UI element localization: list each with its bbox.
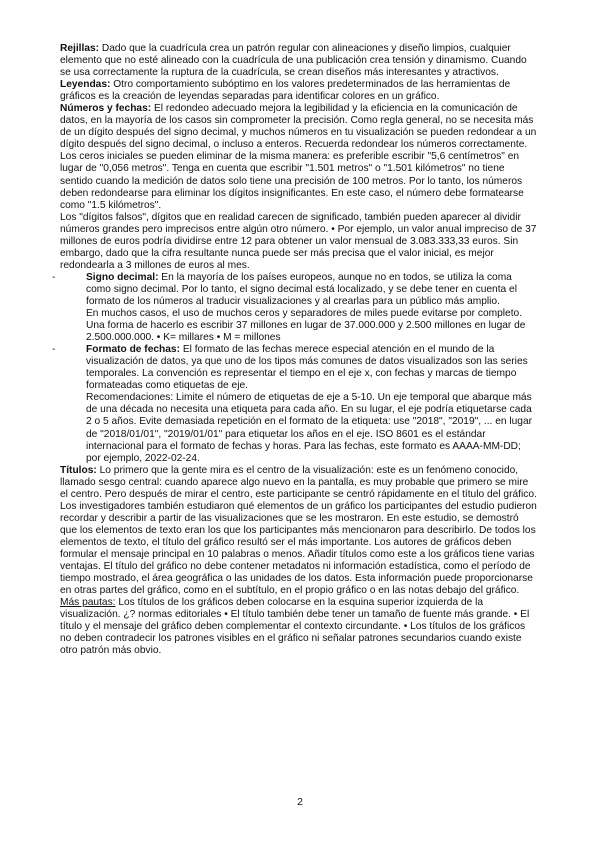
paragraph-numeros-fechas — [60, 103, 538, 151]
titulos-text: Lo primero que la gente mira es el centro de la visualización: este es un fenómeno conocido, llamado sesgo central: cuando aparece algo nuevo en la pantalla, es muy probable que primero se mire el centro. Pero después de mirar el centro, este participante se centró rápidamente en el título del gráfico. Los investigadores también estudiaron qué elementos de un gráfico los participantes del estudio pudieron recordar y describir a partir de las visualizaciones que se les mostraron. En este estudio, se demostró que los elementos de texto eran los que los participantes más mencionaron para describirlo. De todos los elementos de texto, el título del gráfico resultó ser el más importante. Los autores de gráficos deben formular el mensaje principal en 10 palabras o menos. Añadir títulos como este a los gráficos tiene varias ventajas. El título del gráfico no debe contener metadatos ni información estadística, como el período de tiempo mostrado, el área geográfica o las unidades de los datos. Esta información puede proporcionarse en otras partes del gráfico, como en el subtítulo, en el propio gráfico o en las notas debajo del gráfico. — [60, 464, 537, 597]
rejillas-text: Dado que la cuadrícula crea un patrón regular con alineaciones y diseño limpios, cualquier elemento que no esté alineado con la cuadrícula de una publicación crea tensión y dinamismo. Cuando se usa correctamente la ruptura de la cuadrícula, se crean diseños más interesantes y atractivos. — [60, 43, 527, 79]
page-number: 2 — [297, 796, 303, 808]
numeros-text: El redondeo adecuado mejora la legibilidad y la eficiencia en la comunicación de datos, en la mayoría de los casos sin comprometer la precisión. Como regla general, no se necesita más de un dígito después del signo decimal, y muchos números en tu visualización se pueden redondear a un dígito después del signo decimal, o incluso a enteros. Recuerda redondear los números correctamente. — [60, 103, 537, 151]
bullet-signo-decimal — [52, 271, 538, 344]
paragraph-mas-pautas — [60, 597, 538, 657]
paragraph-rejillas — [60, 43, 538, 79]
bullet-dash: - — [52, 271, 56, 283]
paragraph-ceros-iniciales: Los ceros iniciales se pueden eliminar de la misma manera: es preferible escribir "5,6 centímetros" en lugar de "0,056 metros". Tenga en cuenta que escribir "1.501 metros" o "1.501 kilómetros" no tiene sentido cuando la medición de datos solo tiene una precisión de 100 metros. Por lo tanto, los números deben redondearse para eliminar los dígitos insignificantes. En este caso, el número debe formatearse como "1.5 kilómetros". — [60, 151, 524, 211]
paragraph-digitos-falsos: Los "dígitos falsos", dígitos que en realidad carecen de significado, también pueden aparecer al dividir números grandes pero imprecisos entre algún otro número. • Por ejemplo, un valor anual impreciso de 37 millones de euros podría dividirse entre 12 para obtener un valor mensual de 3.083.333,33 euros. Sin embargo, dado que la cifra resultante nunca puede ser más precisa que el valor inicial, es mejor redondearla a 3 millones de euros al mes. — [60, 211, 537, 271]
paragraph-leyendas — [60, 79, 538, 103]
leyendas-text: Otro comportamiento subóptimo en los valores predeterminados de las herramientas de gráficos es la creación de leyendas separadas para identificar colores en un gráfico. — [60, 79, 511, 103]
bullet-dash: - — [52, 344, 56, 356]
leyendas-label: Leyendas: — [60, 79, 111, 91]
formato-fechas-text: El formato de las fechas merece especial atención en el mundo de la visualización de datos, ya que uno de los tipos más comunes de datos visualizados son las series temporales. La convención es representar el tiempo en el eje x, con fechas y marcas de tiempo formateadas como etiquetas de eje. — [86, 344, 528, 392]
mas-pautas-text: Los títulos de los gráficos deben colocarse en la esquina superior izquierda de la visualización. ¿? normas editoriales • El título también debe tener un tamaño de fuente más grande. • El título y el mensaje del gráfico deben complementar el contexto circundante. • Los títulos de los gráficos no deben contradecir los patrones visibles en el gráfico ni señalar patrones secundarios cuando existe otro patrón más obvio. — [60, 597, 530, 657]
numeros-label: Números y fechas: — [60, 103, 152, 115]
rejillas-label: Rejillas: — [60, 43, 100, 54]
bullet-list — [52, 271, 538, 465]
formato-fechas-extra: Recomendaciones: Limite el número de etiquetas de eje a 5-10. Un eje temporal que abarque más de una década no necesita una etiqueta para cada año. En su lugar, el eje podría etiquetarse cada 2 o 5 años. Evite demasiada repetición en el formato de la etiqueta: use "2018", "2019", ... en lugar de "2018/01/01", "2019/01/01" para etiquetar los años en el eje. ISO 8601 es el estándar internacional para el formato de fechas y horas. Para las fechas, este formato es AAAA-MM-DD; por ejemplo, 2022-02-24. — [86, 392, 533, 464]
titulos-label: Títulos: — [60, 464, 97, 476]
bullet-formato-fechas — [52, 344, 538, 464]
signo-decimal-extra: En muchos casos, el uso de muchos ceros y separadores de miles puede evitarse por completo. Una forma de hacerlo es escribir 37 millones en lugar de 37.000.000 y 2.500 millones en lugar de 2.500.000.000. • K= millares • M = millones — [86, 308, 526, 344]
signo-decimal-label: Signo decimal: — [86, 271, 159, 283]
mas-pautas-label: Más pautas: — [60, 597, 116, 609]
signo-decimal-text: En la mayoría de los países europeos, aunque no en todos, se utiliza la coma como signo decimal. Por lo tanto, el signo decimal está localizado, y se debe tener en cuenta el formato de los números al traducir visualizaciones y al crearlas para un público más amplio. — [86, 271, 517, 307]
paragraph-titulos — [60, 465, 538, 598]
formato-fechas-label: Formato de fechas: — [86, 344, 180, 356]
